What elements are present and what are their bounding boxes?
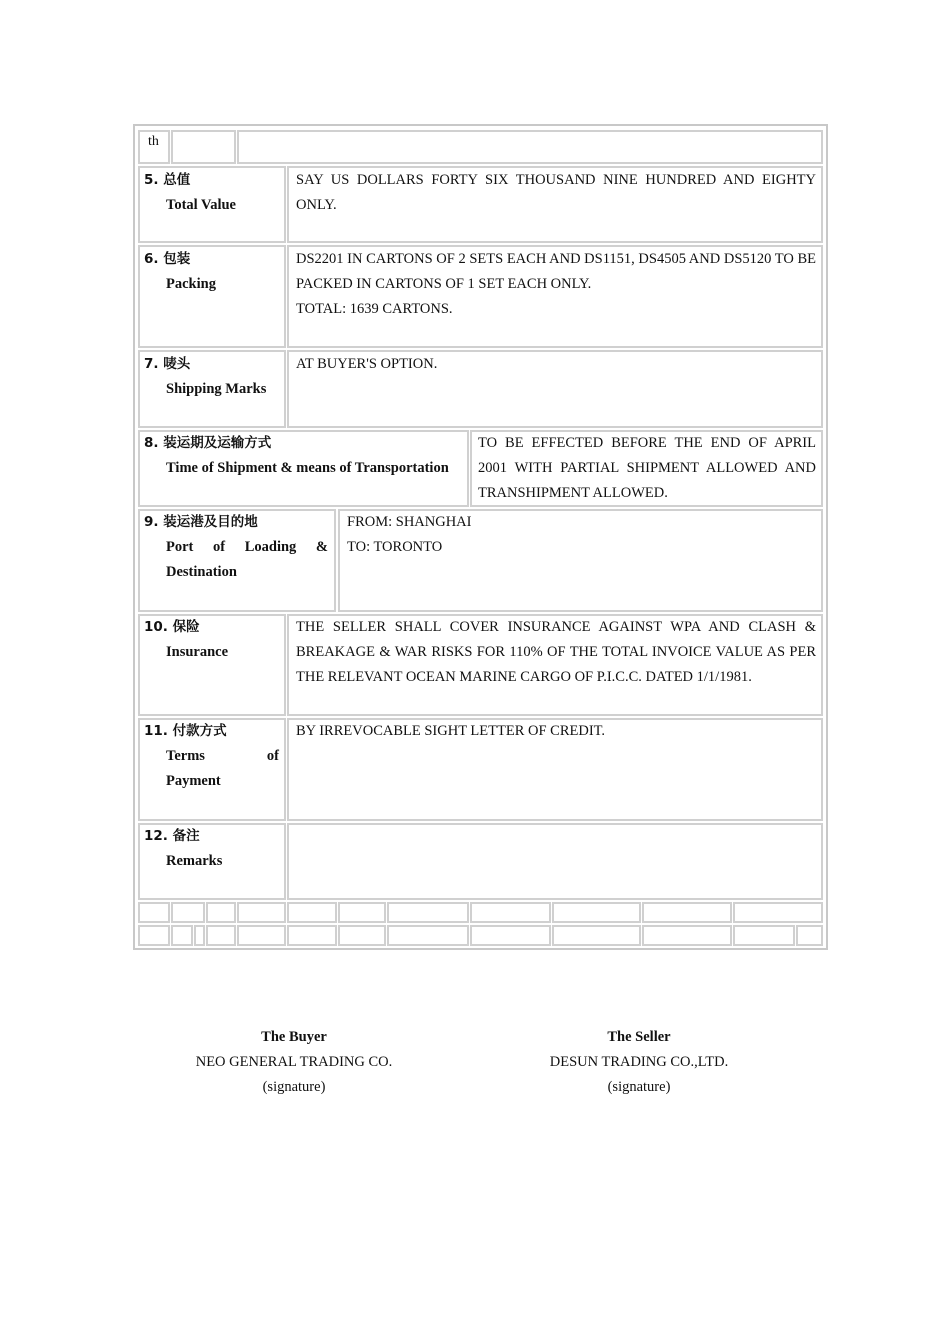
buyer-signature-block	[144, 1025, 444, 1100]
buyer-heading: The Buyer	[261, 1029, 327, 1045]
top-row-cell-1	[138, 130, 170, 164]
top-row-text: th	[148, 134, 159, 149]
value-packing: DS2201 IN CARTONS OF 2 SETS EACH AND DS1151, DS4505 AND DS5120 TO BE PACKED IN CARTONS OF 1 SET EACH ONLY. TOTAL: 1639 CARTONS.	[296, 251, 816, 317]
buyer-signature: (signature)	[262, 1079, 326, 1095]
top-row-cell-2	[171, 130, 236, 164]
top-row-cell-3	[237, 130, 823, 164]
value-cell-remarks	[287, 823, 823, 900]
label-payment: 11. 付款方式 Terms of Payment	[144, 723, 279, 789]
value-total-value: SAY US DOLLARS FORTY SIX THOUSAND NINE HUNDRED AND EIGHTY ONLY.	[296, 172, 816, 213]
seller-signature: (signature)	[607, 1079, 671, 1095]
label-port: 9. 装运港及目的地 Port of Loading & Destination	[144, 514, 328, 580]
label-packing: 6. 包装 Packing	[144, 251, 216, 292]
value-shipment-time: TO BE EFFECTED BEFORE THE END OF APRIL 2001 WITH PARTIAL SHIPMENT ALLOWED AND TRANSHIPMENT ALLOWED.	[478, 435, 816, 501]
seller-name: DESUN TRADING CO.,LTD.	[549, 1054, 729, 1070]
buyer-name: NEO GENERAL TRADING CO.	[195, 1054, 393, 1070]
value-port: FROM: SHANGHAI TO: TORONTO	[347, 514, 472, 555]
value-payment: BY IRREVOCABLE SIGHT LETTER OF CREDIT.	[296, 723, 606, 739]
seller-signature-block	[489, 1025, 789, 1100]
value-shipping-marks: AT BUYER'S OPTION.	[296, 356, 438, 372]
seller-heading: The Seller	[607, 1029, 671, 1045]
label-total-value: 5. 总值 Total Value	[144, 172, 236, 213]
value-insurance: THE SELLER SHALL COVER INSURANCE AGAINST WPA AND CLASH & BREAKAGE & WAR RISKS FOR 110% OF THE TOTAL INVOICE VALUE AS PER THE RELEVANT OCEAN MARINE CARGO OF P.I.C.C. DATED 1/1/1981.	[296, 619, 816, 685]
label-shipment-time: 8. 装运期及运输方式 Time of Shipment & means of Transportation	[144, 435, 449, 476]
label-remarks: 12. 备注 Remarks	[144, 828, 223, 869]
label-shipping-marks: 7. 唛头 Shipping Marks	[144, 356, 267, 397]
label-insurance: 10. 保险 Insurance	[144, 619, 229, 660]
